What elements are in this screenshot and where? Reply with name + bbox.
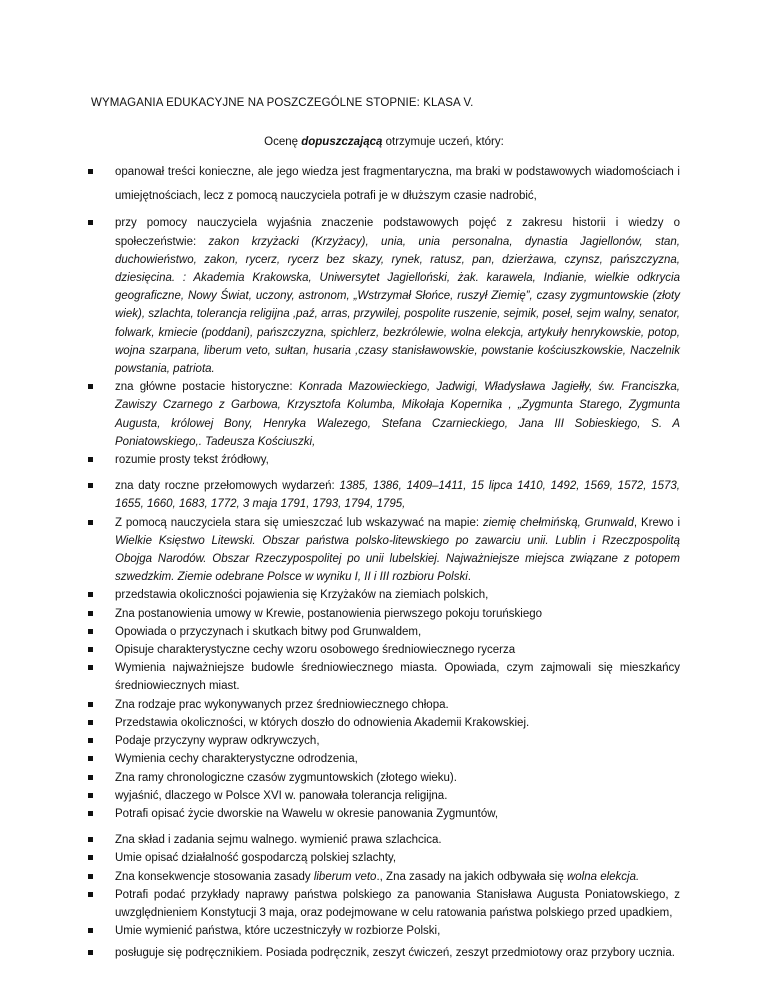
text: posługuje się podręcznikiem. Posiada podręcznik, zeszyt ćwiczeń, zeszyt przedmiotowy oraz przybory ucznia. [115, 947, 675, 960]
requirement-group [88, 160, 680, 208]
square-bullet-icon [88, 811, 93, 816]
requirement-item [88, 787, 680, 805]
text: Opisuje charakterystyczne cechy wzoru osobowego średniowiecznego rycerza [115, 644, 516, 657]
requirement-item [88, 477, 680, 513]
requirement-item [88, 940, 680, 966]
text: wyjaśnić, dlaczego w Polsce XVI w. panowała tolerancja religijna. [115, 789, 448, 802]
square-bullet-icon [88, 702, 93, 707]
requirement-item [88, 378, 680, 451]
text: Z pomocą nauczyciela stara się umieszczać lub wskazywać na mapie: [115, 516, 483, 529]
subtitle-prefix: Ocenę [264, 136, 302, 149]
requirement-item [88, 831, 680, 849]
italic-text: liberum veto [313, 870, 377, 883]
square-bullet-icon [88, 756, 93, 761]
requirement-item [88, 922, 680, 940]
requirement-group [88, 831, 680, 966]
subtitle-suffix: otrzymuje uczeń, który: [382, 136, 504, 149]
text: Zna konsekwencje stosowania zasady [115, 870, 314, 883]
square-bullet-icon [88, 738, 93, 743]
square-bullet-icon [88, 855, 93, 860]
text: przy pomocy nauczyciela wyjaśnia znaczenie podstawowych pojęć z zakresu historii i wiedzy o społeczeństwie: [115, 217, 680, 248]
text: opanował treści konieczne, ale jego wiedza jest fragmentaryczna, ma braki w podstawowych wiadomościach i umiejętnościach, lecz z pomocą nauczyciela potrafi je w dłuższym czasie nadrobić, [115, 166, 680, 203]
text: Opowiada o przyczynach i skutkach bitwy pod Grunwaldem, [115, 625, 422, 638]
requirement-item [88, 886, 680, 922]
square-bullet-icon [88, 647, 93, 652]
grade-subtitle [88, 133, 680, 151]
text: zna główne postacie historyczne: [115, 381, 299, 394]
requirement-item [88, 514, 680, 587]
italic-text: Konrada Mazowieckiego, Jadwigi, Władysława Jagiełły, św. Franciszka, Zawiszy Czarnego z Garbowa, Krzysztofa Kolumba, Mikołaja Kopernika , „Zygmunta Starego, Zygmunta Augusta, królowej Bony, Henryka Walezego, Stefana Czarnieckiego, Jana III Sobieskiego, S. A Poniatowskiego,. Tadeusza Kościuszki, [115, 381, 680, 448]
text: Potrafi podać przykłady naprawy państwa polskiego za panowania Stanisława Augusta Poniatowskiego, z uwzględnieniem Konstytucji 3 maja, oraz podejmowane w celu ratowania państwa polskiego przed upadkiem, [115, 888, 680, 919]
grade-name: dopuszczającą [301, 136, 383, 149]
square-bullet-icon [88, 665, 93, 670]
requirement-item [88, 732, 680, 750]
requirement-item [88, 769, 680, 787]
italic-text: ziemię chełmińską, Grunwald [482, 516, 634, 529]
square-bullet-icon [88, 775, 93, 780]
text: Wymienia najważniejsze budowle średniowiecznego miasta. Opowiada, czym zajmowali się mieszkańcy średniowiecznych miast. [115, 662, 680, 693]
italic-text: zakon krzyżacki (Krzyżacy), unia, unia personalna, dynastia Jagiellonów, stan, duchowieństwo, zakon, rycerz, rycerz bez skazy, rynek, ratusz, pan, dzierżawa, czynsz, pańszczyzna, dziesięcina. : Akademia Krakowska, Uniwersytet Jagielloński, żak. karawela, Indianie, wielkie odkrycia geograficzne, Nowy Świat, uczony, astronom, „Wstrzymał Słońce, ruszył Ziemię”, czasy zygmuntowskie (złoty wiek), szlachta, tolerancja religijna ,paź, arras, przywilej, pospolite ruszenie, sejmik, poseł, sejm walny, senator, folwark, kmiecie (poddani), pańszczyzna, spichlerz, bezkrólewie, wolna elekcja, artykuły henrykowskie, potop, wojna szarpana, liberum veto, sułtan, husaria ,czasy stanisławowskie, powstanie kościuszkowskie, Naczelnik powstania, patriota. [115, 235, 680, 376]
square-bullet-icon [88, 483, 93, 488]
page-title: WYMAGANIA EDUKACYJNE NA POSZCZEGÓLNE STOPNIE: KLASA V. [91, 97, 474, 109]
text: przedstawia okoliczności pojawienia się Krzyżaków na ziemiach polskich, [115, 589, 489, 602]
requirements-list [88, 160, 680, 966]
square-bullet-icon [88, 220, 93, 225]
requirement-item [88, 849, 680, 867]
requirement-item [88, 641, 680, 659]
text: Zna postanowienia umowy w Krewie, postanowienia pierwszego pokoju toruńskiego [115, 607, 543, 620]
requirement-item [88, 714, 680, 732]
square-bullet-icon [88, 592, 93, 597]
square-bullet-icon [88, 520, 93, 525]
requirement-item [88, 623, 680, 641]
requirement-item [88, 586, 680, 604]
square-bullet-icon [88, 720, 93, 725]
text: Umie opisać działalność gospodarczą polskiej szlachty, [115, 852, 397, 865]
requirement-item [88, 750, 680, 768]
text: Zna skład i zadania sejmu walnego. wymienić prawa szlachcica. [115, 834, 442, 847]
text: Podaje przyczyny wypraw odkrywczych, [115, 735, 320, 748]
square-bullet-icon [88, 611, 93, 616]
text: Przedstawia okoliczności, w których doszło do odnowienia Akademii Krakowskiej. [115, 716, 530, 729]
requirement-item [88, 659, 680, 695]
square-bullet-icon [88, 928, 93, 933]
text: Umie wymienić państwa, które uczestniczyły w rozbiorze Polski, [115, 925, 441, 938]
square-bullet-icon [88, 950, 93, 955]
italic-text: 1385, 1386, 1409–1411, 15 lipca 1410, 1492, 1569, 1572, 1573, 1655, 1660, 1683, 1772, 3 maja 1791, 1793, 1794, 1795, [115, 480, 680, 511]
requirement-item [88, 868, 680, 886]
square-bullet-icon [88, 874, 93, 879]
requirement-item [88, 805, 680, 823]
square-bullet-icon [88, 793, 93, 798]
requirement-item [88, 451, 680, 469]
square-bullet-icon [88, 629, 93, 634]
square-bullet-icon [88, 892, 93, 897]
text: zna daty roczne przełomowych wydarzeń: [115, 480, 340, 493]
italic-text: Wielkie Księstwo Litewski. Obszar państwa polsko-litewskiego po zawarciu unii. Lublin i Rzeczpospolitą Obojga Narodów. Obszar Rzeczypospolitej po unii lubelskiej. Najważniejsze miejsca związane z potopem szwedzkim. Ziemie odebrane Polsce w wyniku I, II i III rozbioru Polski [115, 534, 680, 584]
text: Wymienia cechy charakterystyczne odrodzenia, [115, 753, 358, 766]
requirement-item [88, 160, 680, 208]
square-bullet-icon [88, 384, 93, 389]
text: Zna ramy chronologiczne czasów zygmuntowskich (złotego wieku). [115, 771, 457, 784]
italic-text: wolna elekcja. [566, 870, 640, 883]
square-bullet-icon [88, 457, 93, 462]
square-bullet-icon [88, 169, 93, 174]
text: Potrafi opisać życie dworskie na Wawelu w okresie panowania Zygmuntów, [115, 807, 499, 820]
requirement-group [88, 214, 680, 469]
text: , Krewo i [633, 516, 680, 529]
text: rozumie prosty tekst źródłowy, [115, 454, 269, 467]
requirement-group [88, 477, 680, 823]
requirement-item [88, 605, 680, 623]
text: . [467, 571, 471, 584]
text: ., Zna zasady na jakich odbywała się [376, 870, 567, 883]
requirement-item [88, 214, 680, 378]
text: Zna rodzaje prac wykonywanych przez średniowiecznego chłopa. [115, 698, 449, 711]
requirement-item [88, 696, 680, 714]
square-bullet-icon [88, 837, 93, 842]
